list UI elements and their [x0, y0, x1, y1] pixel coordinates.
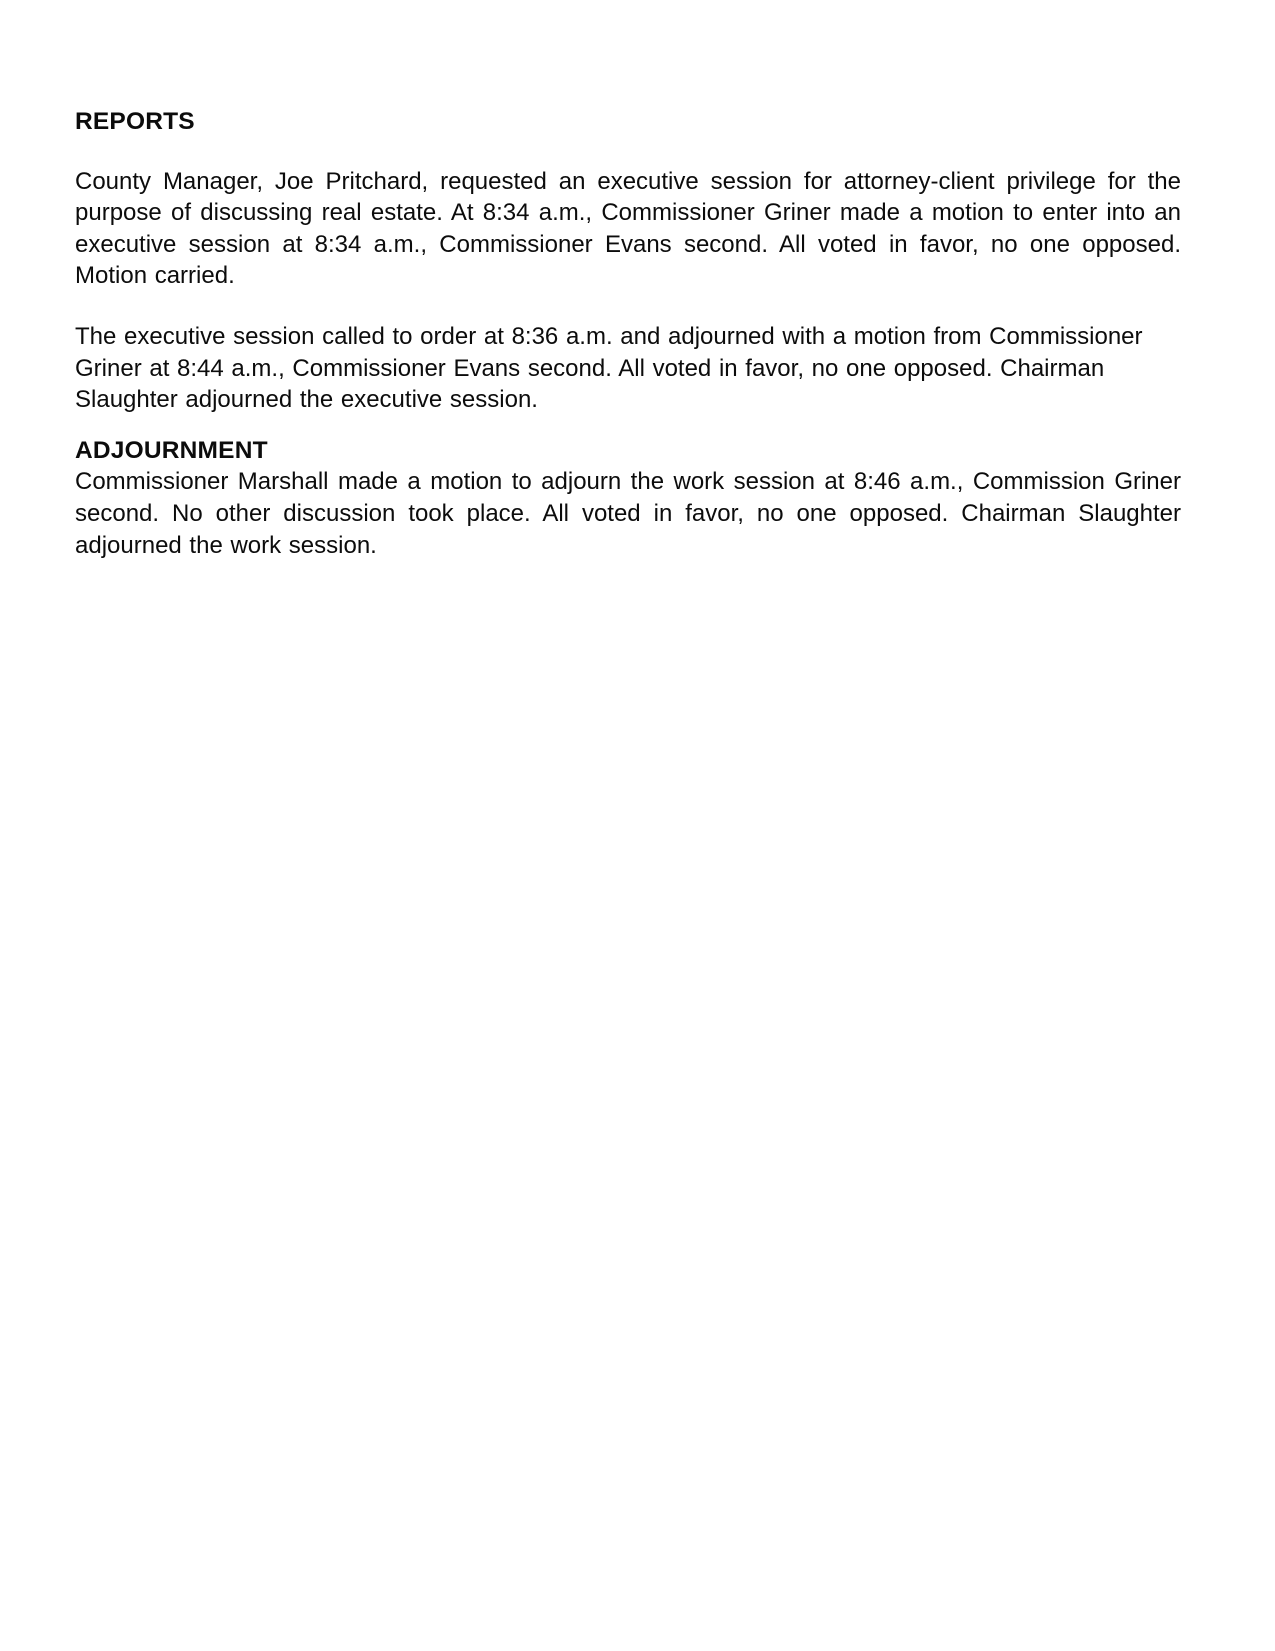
adjournment-paragraph-1: Commissioner Marshall made a motion to adjourn the work session at 8:46 a.m., Commission Griner second. No other discussion took place. All voted in favor, no one opposed. Chairman Slaughter adjourned the work session.	[75, 468, 1181, 559]
reports-paragraph-1: County Manager, Joe Pritchard, requested an executive session for attorney-client privilege for the purpose of discussing real estate. At 8:34 a.m., Commissioner Griner made a motion to enter into an executive session at 8:34 a.m., Commissioner Evans second. All voted in favor, no one opposed. Motion carried.	[75, 167, 1181, 290]
section-heading-adjournment: ADJOURNMENT	[75, 436, 268, 464]
section-heading-reports: REPORTS	[75, 108, 195, 135]
reports-paragraph-2: The executive session called to order at 8:36 a.m. and adjourned with a motion from Commissioner Griner at 8:44 a.m., Commissioner Evans second. All voted in favor, no one opposed. Chairman Slaughter adjourned the executive session.	[75, 322, 1143, 414]
